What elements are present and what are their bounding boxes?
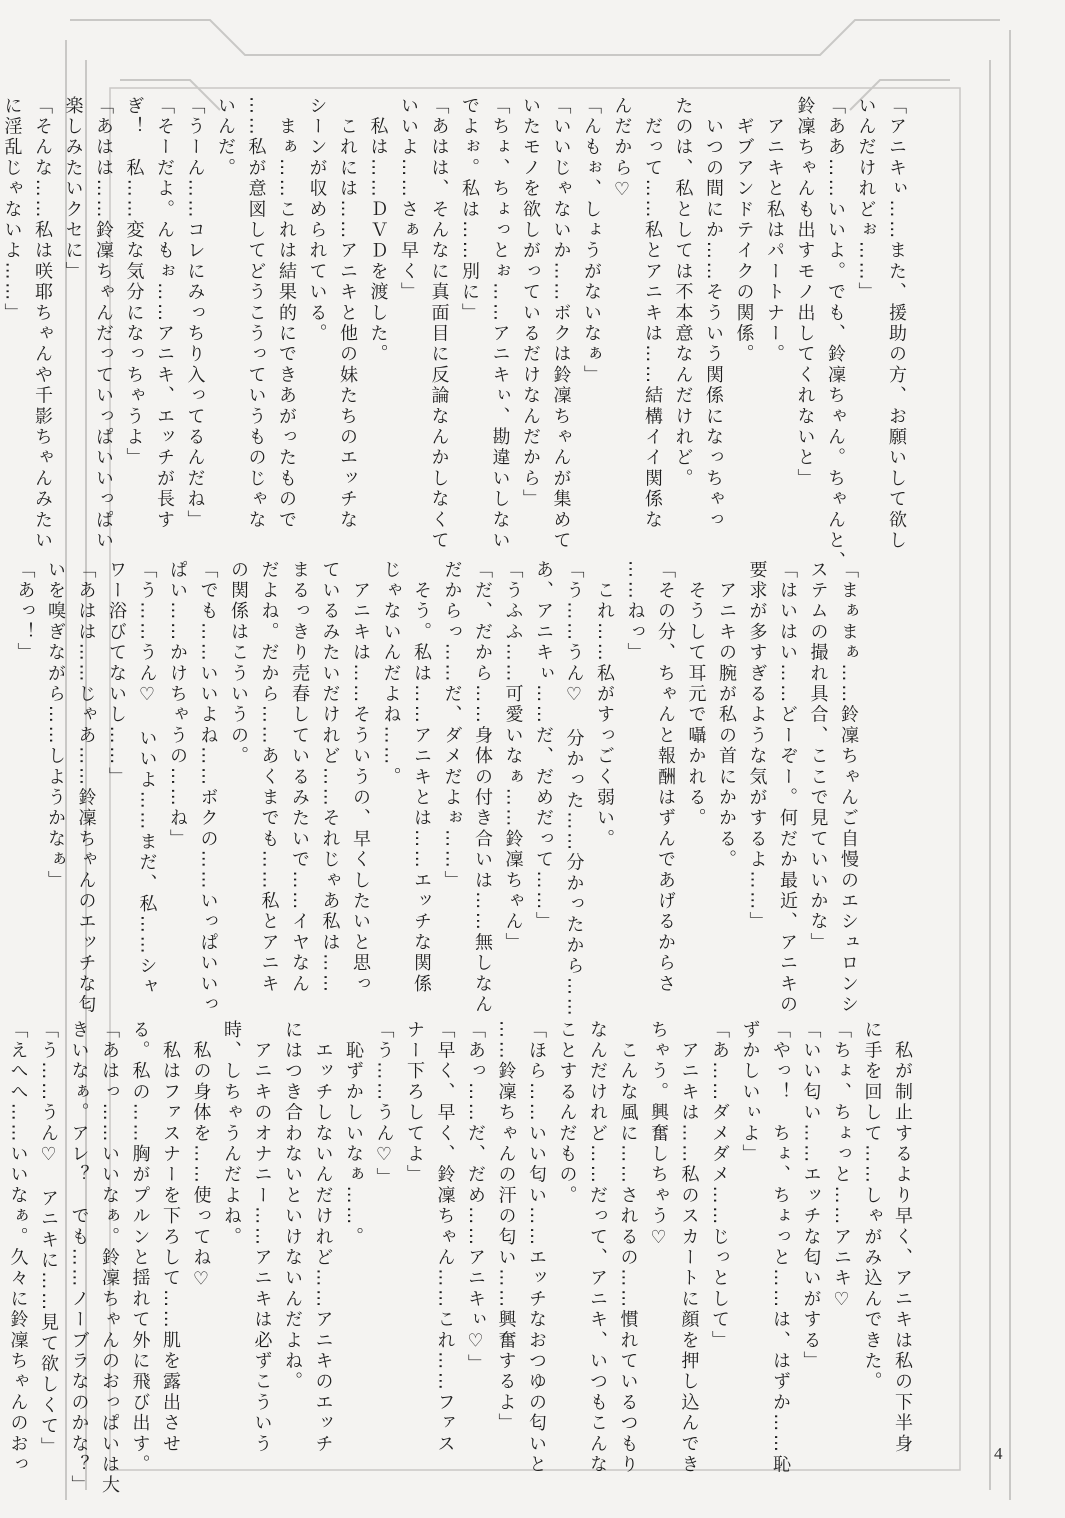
text-line: 「いい匂い……エッチな匂いがする」	[800, 1020, 822, 1372]
text-line: 「そーだよ。んもぉ……アニキ、エッチが長す	[154, 96, 175, 531]
text-line: エッチしないんだけれど……アニキのエッチ	[312, 1020, 334, 1455]
text-section-bottom	[0, 1020, 917, 1497]
text-line: 「う……うん♡」	[373, 1020, 395, 1189]
text-line: 私はファスナーを下ろして……肌を露出させ	[160, 1020, 181, 1455]
text-line: 「あ……ダメダメ……じっとして」	[709, 1020, 730, 1352]
text-line: いいよ……さぁ早く」	[398, 96, 419, 303]
text-line: 私は……ＤＶＤを渡した。	[367, 96, 389, 366]
text-line: ずかしいぃよ」	[739, 1020, 761, 1165]
text-line: 「えへへ……いいなぁ。久々に鈴凜ちゃんのおっ	[7, 1020, 29, 1476]
text-line: 恥ずかしいなぁ……。	[343, 1020, 364, 1248]
text-line: アニキと私はパートナー。	[764, 96, 785, 366]
text-line: 「んもぉ、しょうがないなぁ」	[581, 96, 602, 386]
text-line: いんだ。	[215, 96, 236, 179]
text-line: 「アニキぃ……また、援助の方、お願いして欲し	[886, 96, 907, 552]
text-line: 「あはっ……いいなぁ。鈴凜ちゃんのおっぱいは大	[99, 1020, 120, 1497]
text-line: でよぉ。私は……別に」	[459, 96, 480, 324]
text-line: ナー下ろしてよ」	[404, 1020, 425, 1186]
text-line: だって……私とアニキは……結構イイ関係な	[642, 96, 663, 531]
text-line: ているみたいだけれど……それじゃあ私は……	[319, 560, 341, 995]
text-line: そう。私は……アニキとは……エッチな関係	[411, 560, 432, 995]
text-line: にはつき合わないといけないんだよね。	[282, 1020, 303, 1393]
text-line: 「うふふ……可愛いなぁ……鈴凜ちゃん」	[502, 560, 524, 954]
text-line: ちゃう。興奮しちゃう♡	[648, 1020, 669, 1251]
text-line: きいなぁ。アレ？ でも……ノーブラなのかな？」	[68, 1020, 90, 1497]
text-line: だよね。だから……あくまでも……私とアニキ	[258, 560, 280, 995]
text-line: これには……アニキと他の妹たちのエッチな	[337, 96, 358, 531]
text-line: 「う……うん♡ アニキに……見て欲しくて」	[38, 1020, 59, 1458]
text-line: 「う……うん♡ 分かった……分かったから……	[563, 560, 585, 1019]
text-line: 私が制止するより早く、アニキは私の下半身	[892, 1020, 913, 1455]
text-line: アニキの腕が私の首にかかる。	[716, 560, 737, 871]
text-line: 「だ、だから……身体の付き合いは……無しなん	[472, 560, 493, 1016]
text-line: 「う……うん♡ いいよ……まだ、私……シャ	[136, 560, 158, 998]
text-line: こんな風に……されるの……慣れているつもり	[617, 1020, 639, 1476]
text-line: いたモノを欲しがっているだけなんだから」	[520, 96, 541, 510]
text-line: なんだけれど……だって、アニキ、いつもこんな	[587, 1020, 608, 1476]
text-line: んだから♡	[611, 96, 633, 203]
text-line: 「あはは……鈴凜ちゃんだっていっぱいいっぱい	[93, 96, 114, 552]
text-line: ステムの撮れ具合、ここで見ていいかな」	[807, 560, 829, 954]
text-line: たのは、私としては不本意なんだけれど。	[672, 96, 694, 490]
text-line: 鈴凜ちゃんも出すモノ出してくれないと」	[794, 96, 816, 490]
text-line: 「ああ……いいよ。でも、鈴凜ちゃん。ちゃんと、	[825, 96, 846, 573]
text-line: アニキは……そういうの、早くしたいと思っ	[350, 560, 371, 995]
text-line: 私の身体を……使ってね♡	[190, 1020, 212, 1293]
text-line: 楽しみたいクセに」	[62, 96, 84, 283]
text-line: アニキは……私のスカートに顔を押し込んでき	[678, 1020, 700, 1476]
text-line: 要求が多すぎるような気がするよ……」	[746, 560, 768, 933]
text-line: 「ほら……いい匂い……エッチなおつゆの匂いと	[526, 1020, 547, 1476]
text-line: ワー浴びてないし……」	[106, 560, 127, 788]
text-line: じゃないんだよね……。	[380, 560, 402, 788]
text-line: 「あはは、そんなに真面目に反論なんかしなくて	[428, 96, 450, 552]
text-line: 「その分、ちゃんと報酬はずんであげるからさ	[655, 560, 676, 995]
text-line: に手を回して……しゃがみ込んできた。	[861, 1020, 883, 1393]
text-line: ギブアンドテイクの関係。	[733, 96, 755, 366]
text-line: 「あはは……じゃあ……鈴凜ちゃんのエッチな匂	[75, 560, 97, 1016]
text-line: ……私が意図してどうこうっていうものじゃな	[245, 96, 267, 531]
text-section-top	[0, 96, 911, 573]
text-line: 「あっ……だ、だめ……アニキぃ♡」	[465, 1020, 486, 1375]
text-line: ぱい……かけちゃうの……ね」	[167, 560, 188, 850]
text-line: ことするんだもの。	[556, 1020, 578, 1207]
text-line: だからっ……だ、ダメだよぉ……」	[441, 560, 463, 892]
text-line: まぁ……これは結果的にできあがったもので	[276, 96, 297, 531]
text-line: 「ちょ、ちょっとぉ……アニキぃ、勘違いしない	[489, 96, 511, 552]
text-line: いを嗅ぎながら……しようかなぁ」	[45, 560, 66, 892]
text-line: いつの間にか……そういう関係になっちゃっ	[703, 96, 724, 531]
text-line: 「早く、早く、鈴凜ちゃん……これ……ファス	[434, 1020, 456, 1455]
text-line: 「やっ！ ちょ、ちょっと……は、はずか……恥	[770, 1020, 791, 1476]
text-line: 「でも……いいよね……ボクの……いっぱいいっ	[197, 560, 219, 1016]
text-line: ぎ！ 私……変な気分になっちゃうよ」	[123, 96, 145, 469]
text-line: 「そんな……私は咲耶ちゃんや千影ちゃんみたい	[32, 96, 53, 552]
text-line: あ、アニキぃ……だ、だめだって……」	[533, 560, 554, 933]
text-line: る。私の……胸がプルンと揺れて外に飛び出す。	[129, 1020, 151, 1476]
text-line: 「ちょ、ちょっと……アニキ♡	[831, 1020, 852, 1313]
text-line: いんだけれどぉ……」	[855, 96, 877, 303]
text-section-middle	[9, 560, 863, 1019]
page-number: 4	[994, 1444, 1003, 1463]
text-line: に淫乱じゃないよ……」	[1, 96, 23, 324]
text-line: 「まぁまぁ……鈴凜ちゃんご自慢のエシュロンシ	[838, 560, 859, 1016]
text-line: ……鈴凜ちゃんの汗の匂い……興奮するよ」	[495, 1020, 517, 1434]
text-line: 「うーん……コレにみっちり入ってるんだね」	[184, 96, 206, 531]
text-line: 時、しちゃうんだよね。	[221, 1020, 242, 1248]
text-line: 「いいじゃないか……ボクは鈴凜ちゃんが集めて	[550, 96, 572, 552]
text-line: ……ねっ」	[624, 560, 646, 664]
text-line: これ……私がすっごく弱い。	[594, 560, 615, 850]
text-line: そうして耳元で囁かれる。	[685, 560, 707, 830]
text-line: まるっきり売春しているみたいで……イヤなん	[289, 560, 310, 995]
text-line: の関係はこういうの。	[228, 560, 249, 767]
text-line: 「あっ！」	[14, 560, 36, 664]
text-line: 「はいはい……どーぞー。何だか最近、アニキの	[777, 560, 798, 1016]
text-line: シーンが収められている。	[306, 96, 328, 345]
text-line: アニキのオナニー……アニキは必ずこういう	[251, 1020, 273, 1455]
